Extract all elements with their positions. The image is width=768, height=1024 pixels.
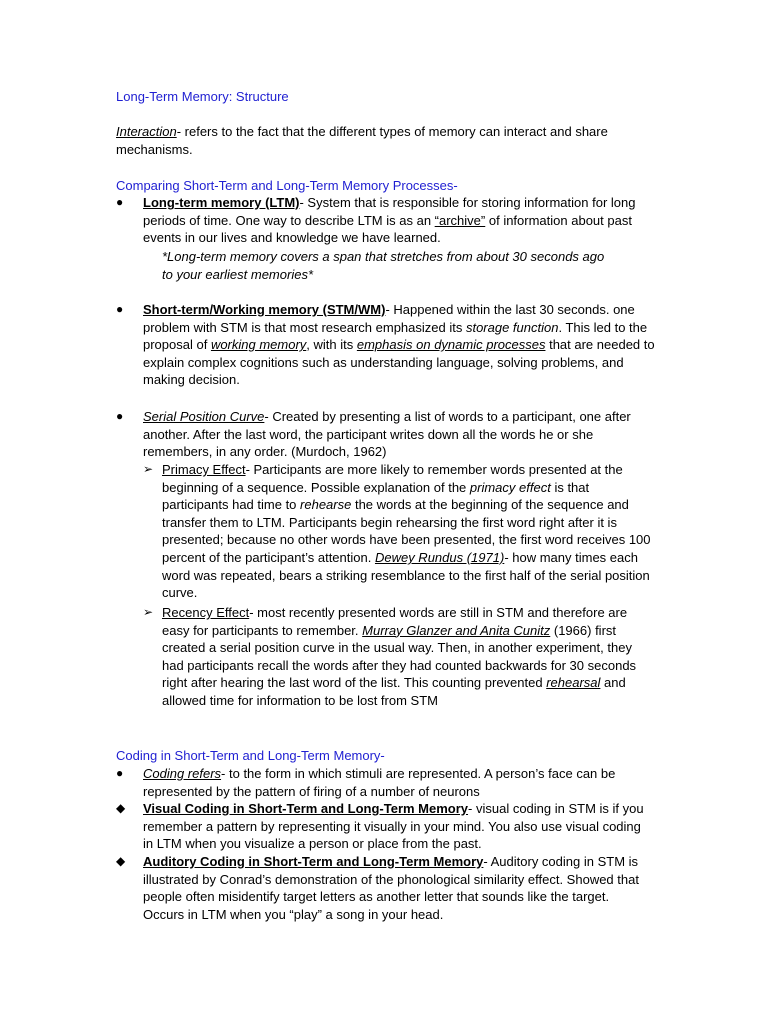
rehearse-term: rehearse [300,497,352,513]
recency-text-2: (1966) first created a serial position curve in the usual way. Then, in another experiment, they had participants recall the words after they had counted backwards for 30 seconds right after hearing the last word of the list. This counting prevented [162,622,637,691]
recency-paragraph [162,604,654,710]
auditory-coding-text: - Auditory coding in STM is illustrated by Conrad’s demonstration of the phonological similarity effect. Showed that people often misidentify target letters as another letter that sounds like the target. Occurs in LTM when you “play” a song in your head. [143,854,639,922]
serial-position-term: Serial Position Curve [143,409,265,424]
primacy-text-3: the words at the beginning of the sequence and transfer them to LTM. Participants begin rehearsing the first word right after it is presented; because no other words have been presented, the first word receives 100 percent of the participant’s attention. [162,497,651,565]
diamond-bullet-icon: ◆ [116,801,126,815]
stm-text-3: , with its [306,337,357,353]
interaction-paragraph [116,123,636,158]
arrow-bullet-icon: ➢ [143,462,154,476]
ltm-text-2: of information about past events in our lives and knowledge we have learned. [143,212,632,246]
glanzer-cunitz-term: Murray Glanzer and Anita Cunitz [362,622,551,638]
ltm-text-1: - System that is responsible for storing information for long periods of time. One way to describe LTM is as an [143,195,636,228]
ltm-note [162,248,652,283]
visual-coding-paragraph [143,800,648,853]
ltm-term: Long-term memory (LTM) [143,195,300,210]
recency-text-3: and allowed time for information to be lost from STM [162,675,626,708]
recency-term: Recency Effect [162,605,250,620]
visual-coding-text: - visual coding in STM is if you remember a pattern by representing it visually in your mind. You also use visual coding in LTM when you visualize a person or place from the past. [143,801,644,852]
working-memory-term: working memory [210,337,307,353]
stm-text-4: that are needed to explain complex cognitions such as understanding language, solving problems, and making decision. [143,337,655,388]
rehearsal-term: rehearsal [546,675,601,691]
archive-term: “archive” [434,212,486,228]
coding-paragraph [143,765,648,800]
auditory-coding-term: Auditory Coding in Short-Term and Long-Term Memory [143,854,484,869]
bullet-dot-icon: ● [116,409,124,423]
stm-text-2: . This led to the proposal of [143,319,648,353]
section-heading-comparing: Comparing Short-Term and Long-Term Memory Processes- [116,178,458,193]
stm-term: Short-term/Working memory (STM/WM) [143,302,386,317]
coding-term: Coding refers [143,766,222,781]
storage-function-term: storage function [465,319,559,335]
auditory-coding-paragraph [143,853,648,923]
primacy-text-4: - how many times each word was repeated, bears a striking resemblance to the first half of the serial position curve. [162,549,650,601]
section-heading-coding: Coding in Short-Term and Long-Term Memory- [116,748,385,763]
ltm-note-line-2: to your earliest memories* [162,266,313,282]
interaction-text: - refers to the fact that the different types of memory can interact and share mechanisms. [116,124,608,157]
interaction-term: Interaction [116,124,177,139]
visual-coding-term: Visual Coding in Short-Term and Long-Term Memory [143,801,469,816]
serial-position-paragraph [143,408,648,461]
bullet-dot-icon: ● [116,302,124,316]
serial-position-text: - Created by presenting a list of words to a participant, one after another. After the last word, the participant writes down all the words he or she remembers, in any order. (Murdoch, 1962) [143,409,631,460]
coding-text: - to the form in which stimuli are represented. A person’s face can be represented by the pattern of firing of a number of neurons [143,766,616,799]
primacy-effect-term: primacy effect [469,479,551,495]
bullet-dot-icon: ● [116,195,124,209]
recency-text-1: - most recently presented words are still in STM and therefore are easy for participants to remember. [162,605,628,638]
primacy-first-line [162,461,654,602]
primacy-text-2: is that participants had time to [162,479,590,513]
emphasis-term: emphasis on dynamic processes [356,337,546,353]
bullet-dot-icon: ● [116,766,124,780]
primacy-text-1: - Participants are more likely to remember words presented at the beginning of a sequence. Possible explanation of the [162,462,623,495]
arrow-bullet-icon: ➢ [143,605,154,619]
diamond-bullet-icon: ◆ [116,854,126,868]
primacy-term: Primacy Effect [162,462,246,477]
dewey-rundus-term: Dewey Rundus (1971) [374,549,505,565]
stm-text-1: - Happened within the last 30 seconds. one problem with STM is that most research emphasized its [143,302,635,335]
stm-paragraph [143,301,663,389]
page-title: Long-Term Memory: Structure [116,89,289,104]
ltm-paragraph [143,194,653,247]
ltm-note-line-1: *Long-term memory covers a span that stretches from about 30 seconds ago [162,249,605,264]
